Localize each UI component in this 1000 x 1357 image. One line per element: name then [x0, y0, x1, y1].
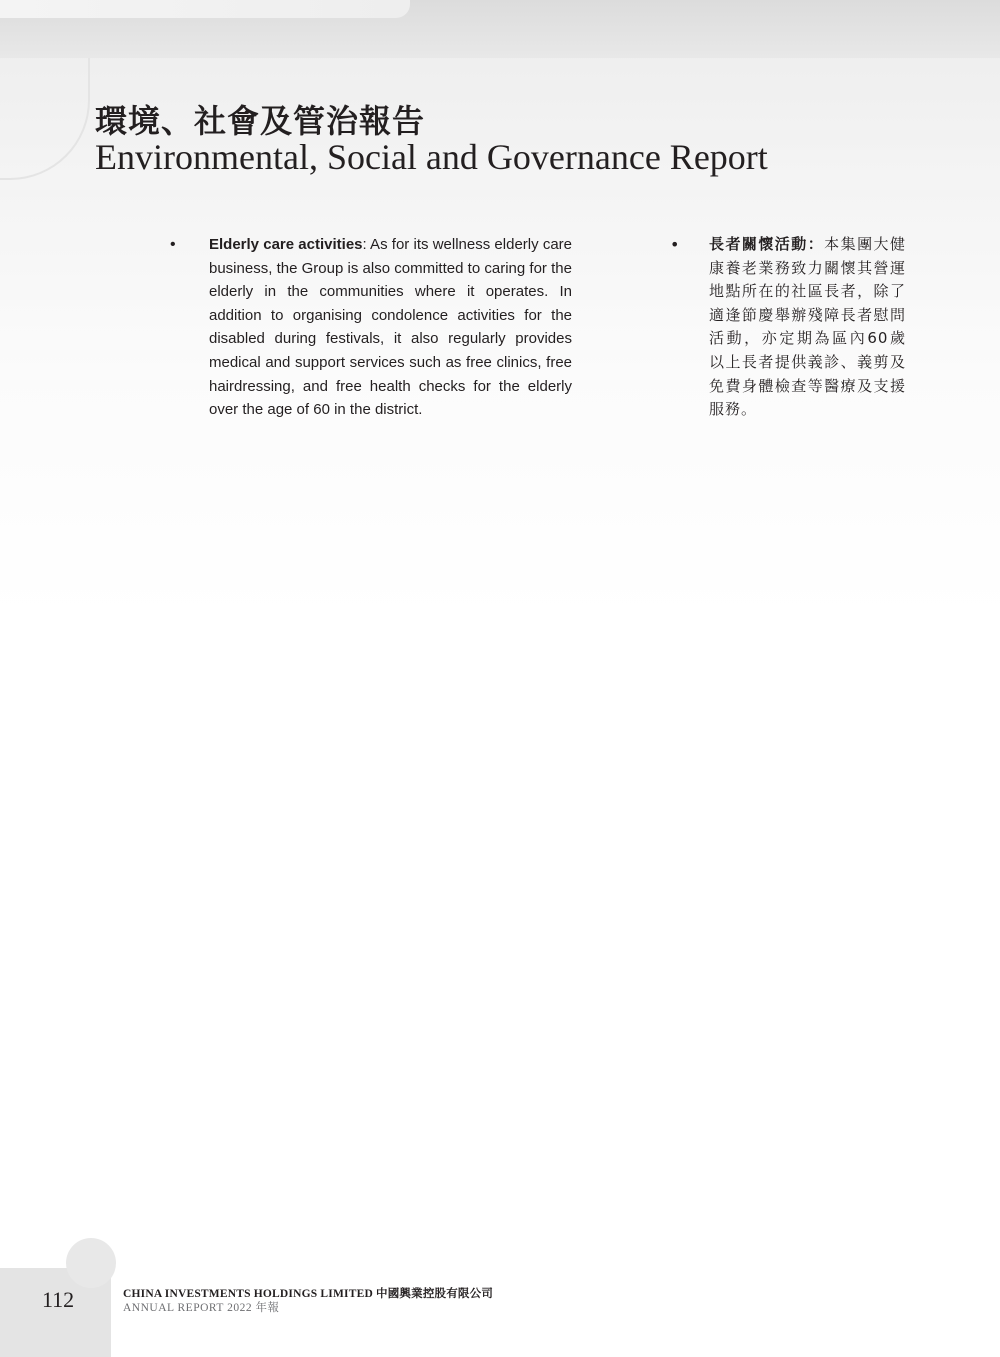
english-body: : As for its wellness elderly care business, the Group is also committed to caring for the elderly in the communities where it operates. In addition to organising condolence activities for the disabled during festivals, it also regularly provides medical and support services such as free clinics, free hairdressing, and free health checks for the elderly over the age of 60 in the district. — [209, 236, 572, 419]
chinese-paragraph — [709, 233, 906, 422]
english-lead: Elderly care activities — [209, 236, 363, 253]
page-number: 112 — [42, 1287, 75, 1312]
english-column — [170, 233, 572, 422]
chinese-lead: 長者關懷活動： — [709, 235, 825, 253]
english-paragraph — [209, 233, 572, 422]
bullet-icon: • — [170, 236, 176, 253]
footer-circle-decoration — [66, 1238, 116, 1288]
top-band-highlight — [0, 0, 410, 18]
footer-report-name: ANNUAL REPORT 2022 年報 — [123, 1302, 280, 1314]
page-title-english: Environmental, Social and Governance Report — [95, 137, 768, 177]
bullet-icon: • — [670, 235, 681, 254]
footer-company-name: CHINA INVESTMENTS HOLDINGS LIMITED 中國興業控股有限公司 — [123, 1288, 494, 1300]
chinese-body: 本集團大健康養老業務致力關懷其營運地點所在的社區長者，除了適逢節慶舉辦殘障長者慰問活動，亦定期為區內60歲以上長者提供義診、義剪及免費身體檢查等醫療及支援服務。 — [709, 235, 906, 419]
page-title-chinese: 環境、社會及管治報告 — [95, 102, 426, 140]
chinese-column — [670, 233, 906, 422]
